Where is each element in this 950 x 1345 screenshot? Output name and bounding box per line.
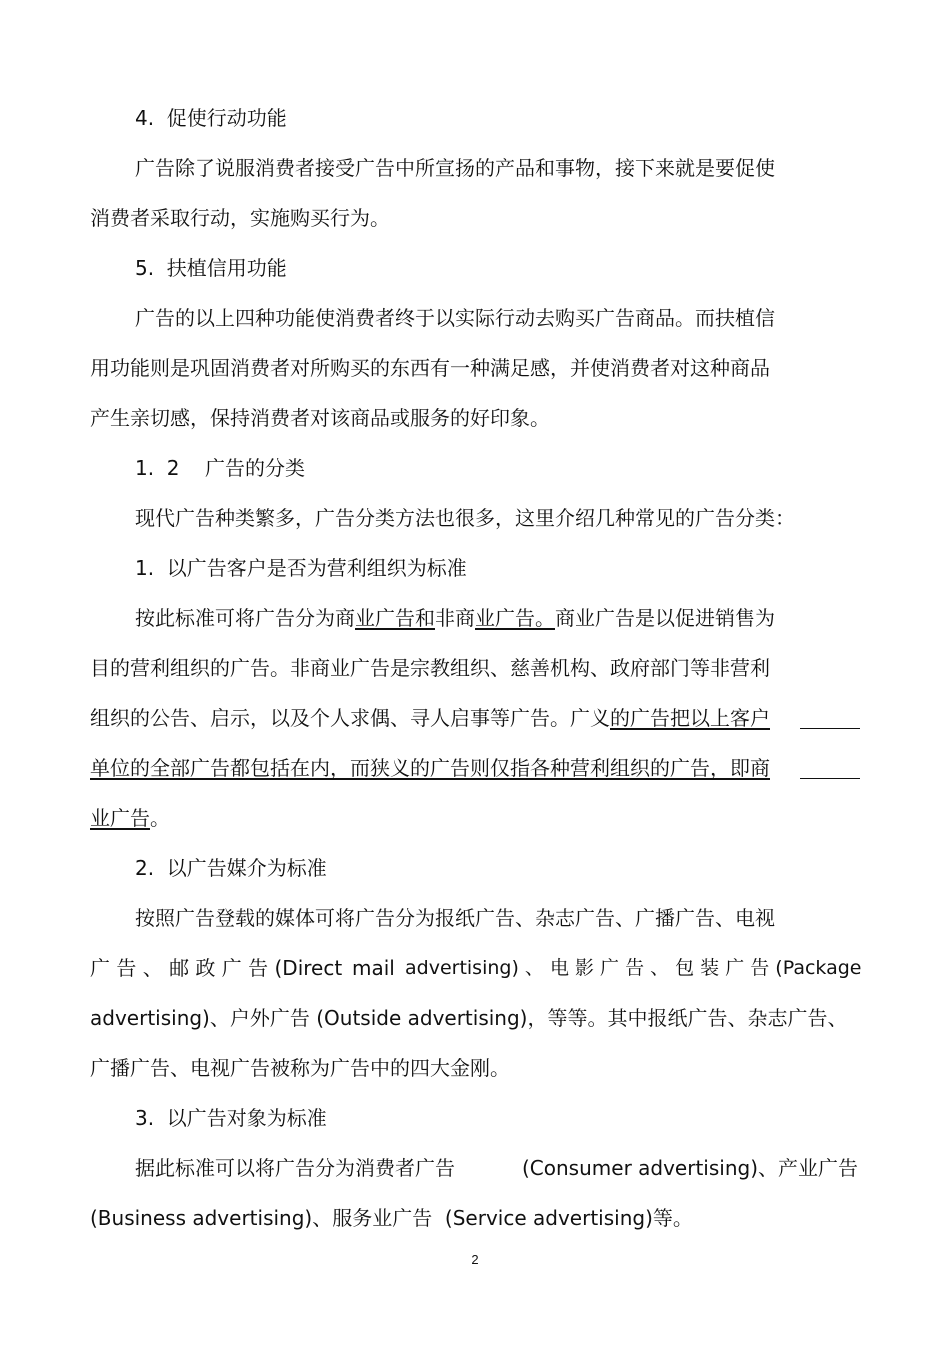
paragraph-line: 目的营利组织的广告。非商业广告是宗教组织、慈善机构、政府部门等非营利 (90, 656, 770, 680)
paragraph-line: mail (352, 956, 395, 980)
subheading-3: 3. 以广告对象为标准 (135, 1106, 327, 1130)
underlined-line: 单位的全部广告都包括在内，而狭义的广告则仅指各种营利组织的广告，即商 (90, 756, 770, 780)
subheading-1: 1. 以广告客户是否为营利组织为标准 (135, 556, 467, 580)
underline-extension (800, 728, 860, 729)
page-number: 2 (471, 1252, 479, 1267)
text-run: 非商 (435, 606, 475, 630)
paragraph-line (90, 804, 170, 832)
paragraph-line: 广 告 、 邮 政 广 告 (Direct (90, 956, 343, 980)
subheading-2: 2. 以广告媒介为标准 (135, 856, 327, 880)
text-run: 组织的公告、启示，以及个人求偶、寻人启事等广告。广义 (90, 706, 610, 730)
text-run: 。 (150, 806, 170, 830)
paragraph-line: 据此标准可以将广告分为消费者广告 (135, 1156, 455, 1180)
paragraph-line: 现代广告种类繁多，广告分类方法也很多，这里介绍几种常见的广告分类： (135, 506, 795, 530)
underlined-text: 业广告。 (475, 606, 555, 630)
paragraph-line: 广告的以上四种功能使消费者终于以实际行动去购买广告商品。而扶植信 (135, 306, 775, 330)
text-run: 按此标准可将广告分为商 (135, 606, 355, 630)
paragraph-line: 消费者采取行动，实施购买行为。 (90, 206, 390, 230)
paragraph-line: 广告除了说服消费者接受广告中所宣扬的产品和事物，接下来就是要促使 (135, 156, 775, 180)
paragraph-line: 按照广告登载的媒体可将广告分为报纸广告、杂志广告、广播广告、电视 (135, 906, 775, 930)
underlined-text: 业广告 (90, 806, 150, 830)
paragraph-line: advertising) 、 电 影 广 告 、 包 装 广 告 (Package (405, 957, 862, 979)
paragraph-line (90, 704, 770, 732)
paragraph-line: 用功能则是巩固消费者对所购买的东西有一种满足感，并使消费者对这种商品 (90, 356, 770, 380)
paragraph-line: advertising)、户外广告 (Outside advertising)，等等。其中报纸广告、杂志广告、 (90, 1006, 848, 1030)
paragraph-line: 产生亲切感，保持消费者对该商品或服务的好印象。 (90, 406, 550, 430)
text-run: 商业广告是以促进销售为 (555, 606, 775, 630)
underline-extension (800, 778, 860, 779)
paragraph-line: (Consumer advertising)、产业广告 (522, 1156, 859, 1180)
heading-4: 4. 促使行动功能 (135, 106, 287, 130)
section-heading: 1. 2 广告的分类 (135, 456, 305, 480)
underlined-text: 的广告把以上客户 (610, 706, 770, 730)
paragraph-line: 广播广告、电视广告被称为广告中的四大金刚。 (90, 1056, 510, 1080)
heading-5: 5. 扶植信用功能 (135, 256, 287, 280)
underlined-text: 业广告和 (355, 606, 435, 630)
paragraph-line: (Business advertising)、服务业广告 (Service advertising)等。 (90, 1206, 693, 1230)
paragraph-line (135, 604, 775, 632)
